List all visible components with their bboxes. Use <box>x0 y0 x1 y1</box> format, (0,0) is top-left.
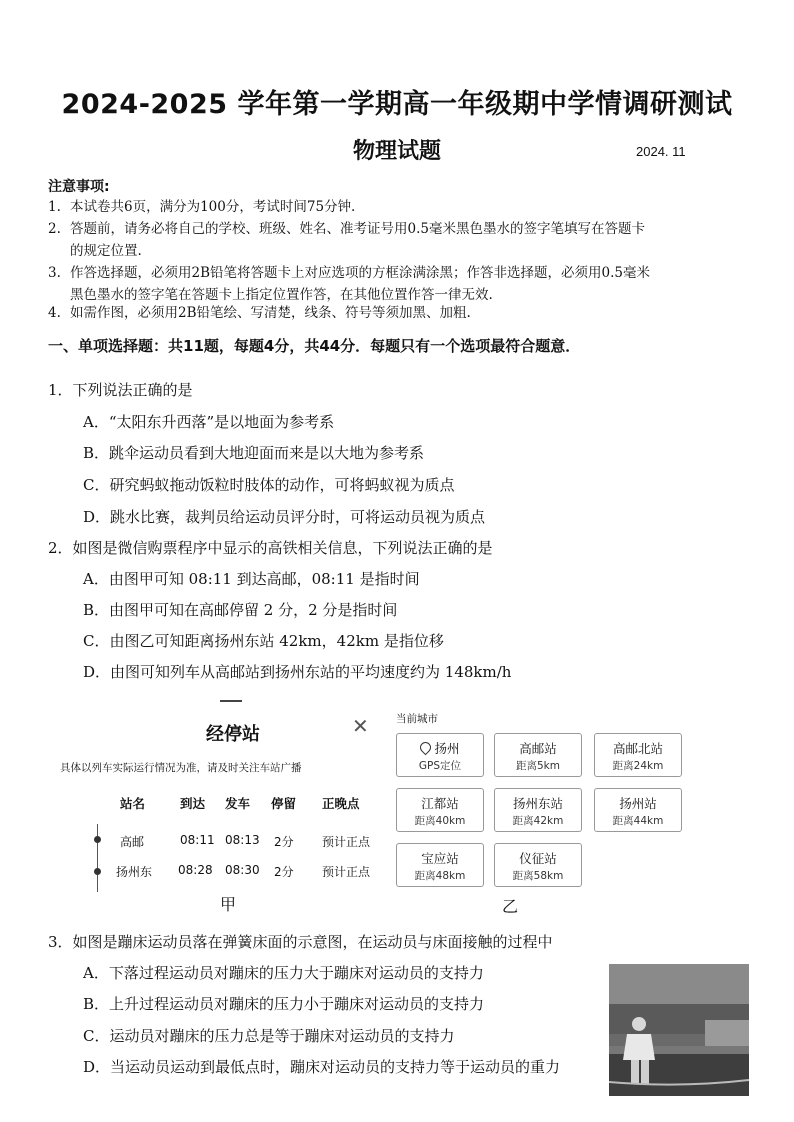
table-cell: 08:13 <box>225 833 260 847</box>
figure-label-a: 甲 <box>220 895 237 914</box>
city-name: 宝应站 <box>421 851 459 866</box>
city-card-yangzhou[interactable] <box>396 733 484 777</box>
q1-option-a: A．“太阳东升西落”是以地面为参考系 <box>83 413 335 431</box>
stopover-hint: 具体以列车实际运行情况为准，请及时关注车站广播 <box>60 762 302 774</box>
table-cell: 预计正点 <box>322 865 371 879</box>
trampoline-photo <box>609 964 749 1096</box>
city-card-yangzhou-east[interactable] <box>494 788 582 832</box>
col-header: 站名 <box>120 796 146 811</box>
current-city-title: 当前城市 <box>396 713 438 725</box>
table-cell: 08:30 <box>225 863 260 877</box>
q1-option-b: B．跳伞运动员看到大地迎面而来是以大地为参考系 <box>83 444 425 462</box>
city-detail: 距离44km <box>612 815 664 827</box>
note-number: 2. <box>48 221 61 237</box>
city-card-yizheng[interactable] <box>494 843 582 887</box>
city-name: 扬州站 <box>619 796 657 811</box>
exam-date: 2024. 11 <box>636 144 686 159</box>
table-cell: 08:28 <box>178 863 213 877</box>
city-detail: GPS定位 <box>418 760 462 772</box>
exam-subtitle: 物理试题 <box>352 139 441 164</box>
city-name: 高邮北站 <box>612 741 663 756</box>
city-card-baoying[interactable] <box>396 843 484 887</box>
note-item <box>48 302 763 324</box>
section-heading: 一、单项选择题：共11题，每题4分，共44分．每题只有一个选项最符合题意． <box>48 337 581 355</box>
city-name: 高邮站 <box>519 741 557 756</box>
q2-option-d: D．由图可知列车从高邮站到扬州东站的平均速度约为 148km/h <box>83 663 512 681</box>
q1-option-d: D．跳水比赛，裁判员给运动员评分时，可将运动员视为质点 <box>83 508 486 526</box>
note-text-cont: 的规定位置. <box>70 243 142 259</box>
city-detail: 距离40km <box>414 815 466 827</box>
table-cell: 预计正点 <box>322 835 371 849</box>
exam-title: 2024-2025 学年第一学期高一年级期中学情调研测试 <box>61 89 733 120</box>
station-dot <box>94 868 101 875</box>
note-item <box>48 262 763 306</box>
q1-option-c: C．研究蚂蚁拖动饭粒时肢体的动作，可将蚂蚁视为质点 <box>83 476 455 494</box>
drag-handle-mark <box>220 700 242 702</box>
city-detail: 距离5km <box>516 760 560 772</box>
note-text: 答题前，请务必将自己的学校、班级、姓名、准考证号用0.5毫米黑色墨水的签字笔填写在答题卡 <box>70 221 645 237</box>
note-text-cont: 黑色墨水的签字笔在答题卡上指定位置作答，在其他位置作答一律无效. <box>70 287 493 303</box>
city-detail: 距离24km <box>612 760 664 772</box>
notes-heading: 注意事项: <box>48 179 110 195</box>
city-card-gaoyou[interactable] <box>494 733 582 777</box>
table-cell: 08:11 <box>180 833 215 847</box>
city-name: 江都站 <box>421 796 459 811</box>
q2-stem: 2．如图是微信购票程序中显示的高铁相关信息，下列说法正确的是 <box>48 539 493 557</box>
station-dot <box>94 836 101 843</box>
note-number: 3. <box>48 265 61 281</box>
city-detail: 距离48km <box>414 870 466 882</box>
table-cell: 高邮 <box>120 835 145 849</box>
q2-option-c: C．由图乙可知距离扬州东站 42km，42km 是指位移 <box>83 632 444 650</box>
city-detail: 距离42km <box>512 815 564 827</box>
stopover-header: 经停站 <box>206 724 260 745</box>
note-number: 1. <box>48 199 61 215</box>
note-item <box>48 218 763 262</box>
q3-option-c: C．运动员对蹦床的压力总是等于蹦床对运动员的支持力 <box>83 1027 455 1045</box>
q2-option-b: B．由图甲可知在高邮停留 2 分，2 分是指时间 <box>83 601 398 619</box>
table-cell: 扬州东 <box>116 865 153 879</box>
q3-stem: 3．如图是蹦床运动员落在弹簧床面的示意图，在运动员与床面接触的过程中 <box>48 933 553 951</box>
note-text: 本试卷共6页，满分为100分，考试时间75分钟. <box>70 199 356 215</box>
city-name: 仪征站 <box>519 851 557 866</box>
col-header: 到达 <box>180 796 206 811</box>
city-name: 扬州东站 <box>512 796 563 811</box>
table-cell: 2分 <box>274 835 294 849</box>
q3-option-b: B．上升过程运动员对蹦床的压力小于蹦床对运动员的支持力 <box>83 995 485 1013</box>
note-item <box>48 196 763 218</box>
q1-stem: 1．下列说法正确的是 <box>48 381 193 399</box>
city-card-gaoyou-north[interactable] <box>594 733 682 777</box>
q3-option-a: A．下落过程运动员对蹦床的压力大于蹦床对运动员的支持力 <box>83 964 484 982</box>
route-line <box>97 824 98 892</box>
note-number: 4. <box>48 305 61 321</box>
q3-option-d: D．当运动员运动到最低点时，蹦床对运动员的支持力等于运动员的重力 <box>83 1058 561 1076</box>
city-card-jiangdu[interactable] <box>396 788 484 832</box>
col-header: 停留 <box>271 796 297 811</box>
figure-stopover-table <box>60 700 390 910</box>
note-text: 如需作图，必须用2B铅笔绘、写清楚，线条、符号等须加黑、加粗. <box>70 305 471 321</box>
figure-label-b: 乙 <box>502 897 519 916</box>
city-name: 扬州 <box>434 741 460 756</box>
close-icon: ✕ <box>352 714 369 738</box>
table-cell: 2分 <box>274 865 294 879</box>
col-header: 正晚点 <box>322 796 360 811</box>
note-text: 作答选择题，必须用2B铅笔将答题卡上对应选项的方框涂满涂黑；作答非选择题，必须用0.5毫米 <box>70 265 650 281</box>
location-pin-icon <box>418 740 434 756</box>
city-detail: 距离58km <box>512 870 564 882</box>
col-header: 发车 <box>225 796 251 811</box>
city-card-yangzhou-station[interactable] <box>594 788 682 832</box>
q2-option-a: A．由图甲可知 08:11 到达高邮，08:11 是指时间 <box>83 570 420 588</box>
